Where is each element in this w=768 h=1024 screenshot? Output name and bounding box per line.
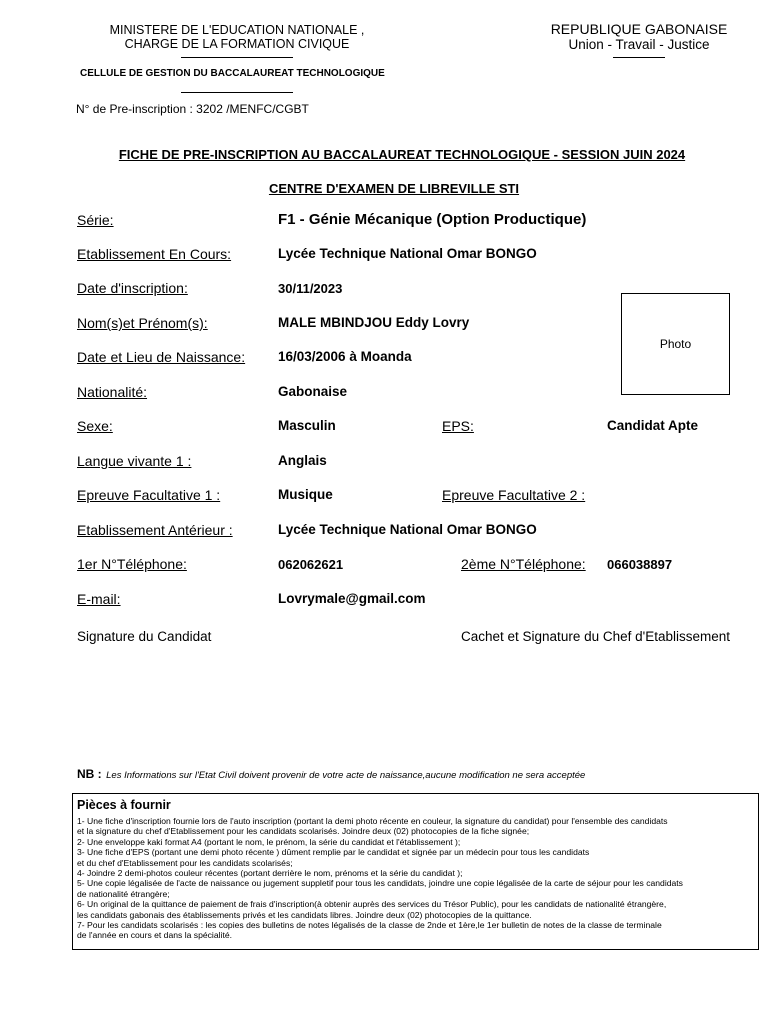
serie-value: F1 - Génie Mécanique (Option Productique) xyxy=(278,211,587,228)
etablissement-label: Etablissement En Cours: xyxy=(77,246,232,262)
pieces-line: et du chef d'Etablissement pour les candidats scolarisés; xyxy=(77,857,293,868)
telephone2-value: 066038897 xyxy=(607,557,673,572)
langue-label: Langue vivante 1 : xyxy=(77,453,192,469)
document-title: FICHE DE PRE-INSCRIPTION AU BACCALAUREAT TECHNOLOGIQUE - SESSION JUIN 2024 xyxy=(118,147,686,162)
pieces-line: 6- Un original de la quittance de paiement de frais d'inscription(à obtenir auprès des services du Trésor Public), pour les candidats de nationalité étrangère, xyxy=(77,899,667,910)
telephone1-value: 062062621 xyxy=(278,557,344,572)
nom-prenom-label: Nom(s)et Prénom(s): xyxy=(77,315,208,331)
pieces-line: de nationalité étrangère; xyxy=(77,888,170,899)
pieces-line: 4- Joindre 2 demi-photos couleur récentes (portant derrière le nom, prénoms et la série du candidat ); xyxy=(77,868,463,879)
telephone2-label: 2ème N°Téléphone: xyxy=(461,556,586,572)
pieces-list xyxy=(77,816,754,941)
header-divider xyxy=(181,57,293,58)
date-inscription-value: 30/11/2023 xyxy=(278,281,343,296)
preinscription-number: N° de Pre-inscription : 3202 /MENFC/CGBT xyxy=(76,102,309,116)
pieces-line: et la signature du chef d'Etablissement pour les candidats scolarisés. Joindre deux (02) photocopies de la fiche signée; xyxy=(77,826,530,837)
photo-placeholder xyxy=(621,293,730,395)
date-inscription-label: Date d'inscription: xyxy=(77,280,188,296)
facultative1-label: Epreuve Facultative 1 : xyxy=(77,487,221,503)
naissance-label: Date et Lieu de Naissance: xyxy=(77,349,246,365)
pieces-line: 5- Une copie légalisée de l'acte de naissance ou jugement suppletif pour tous les candidats, joindre une copie légalisée de la carte de séjour pour les candidats xyxy=(77,878,683,889)
langue-value: Anglais xyxy=(278,453,327,468)
eps-label: EPS: xyxy=(442,418,474,434)
etablissement-value: Lycée Technique National Omar BONGO xyxy=(278,246,537,261)
cellule-divider xyxy=(181,92,293,93)
serie-label: Série: xyxy=(77,212,114,228)
sexe-value: Masculin xyxy=(278,418,336,433)
ministry-line1: MINISTERE DE L'EDUCATION NATIONALE , xyxy=(109,23,365,37)
pieces-line: 2- Une enveloppe kaki format A4 (portant le nom, le prénom, la série du candidat et l'établissement ); xyxy=(77,836,461,847)
republic-name: REPUBLIQUE GABONAISE xyxy=(550,21,728,37)
pieces-line: 1- Une fiche d'inscription fournie lors de l'auto inscription (portant la demi photo récente en couleur, la signature du candidat) pour l'ensemble des candidats xyxy=(77,816,668,826)
email-label: E-mail: xyxy=(77,591,121,607)
nationalite-label: Nationalité: xyxy=(77,384,148,400)
facultative2-label: Epreuve Facultative 2 : xyxy=(442,487,586,503)
pieces-box xyxy=(72,793,759,950)
email-value: Lovrymale@gmail.com xyxy=(278,591,426,606)
pieces-line: 3- Une fiche d'EPS (portant une demi photo récente ) dûment remplie par le candidat et signée par un médecin pour tous les candidats xyxy=(77,847,590,858)
nb-label: NB : xyxy=(77,767,102,781)
signature-chef-label: Cachet et Signature du Chef d'Etablissement xyxy=(461,629,730,644)
sexe-label: Sexe: xyxy=(77,418,113,434)
nom-prenom-value: MALE MBINDJOU Eddy Lovry xyxy=(278,315,470,330)
pieces-line: de l'année en cours et dans la spécialité. xyxy=(77,930,232,941)
nb-text: Les Informations sur l'Etat Civil doivent provenir de votre acte de naissance,aucune modification ne sera acceptée xyxy=(106,770,586,781)
etablissement-anterieur-value: Lycée Technique National Omar BONGO xyxy=(278,522,537,537)
eps-value: Candidat Apte xyxy=(607,418,698,433)
pieces-title: Pièces à fournir xyxy=(77,798,171,812)
exam-centre-title: CENTRE D'EXAMEN DE LIBREVILLE STI xyxy=(268,181,520,196)
republic-motto: Union - Travail - Justice xyxy=(568,37,710,52)
pieces-line: 7- Pour les candidats scolarisés : les copies des bulletins de notes légalisés de la classe de 2nde et 1ère,le 1er bulletin de notes de la classe de terminale xyxy=(77,920,662,931)
naissance-value: 16/03/2006 à Moanda xyxy=(278,349,412,364)
motto-divider xyxy=(613,57,665,58)
ministry-line2: CHARGE DE LA FORMATION CIVIQUE xyxy=(124,37,350,51)
cellule-label: CELLULE DE GESTION DU BACCALAUREAT TECHNOLOGIQUE xyxy=(80,68,385,79)
nb-note xyxy=(77,765,585,783)
signature-candidat-label: Signature du Candidat xyxy=(77,629,212,644)
telephone1-label: 1er N°Téléphone: xyxy=(77,556,187,572)
facultative1-value: Musique xyxy=(278,487,333,502)
etablissement-anterieur-label: Etablissement Antérieur : xyxy=(77,522,233,538)
nationalite-value: Gabonaise xyxy=(278,384,348,399)
pieces-line: les candidats gabonais des établissements privés et les candidats libres. Joindre deux (02) photocopies de la quittance. xyxy=(77,909,532,920)
photo-label: Photo xyxy=(659,337,692,351)
